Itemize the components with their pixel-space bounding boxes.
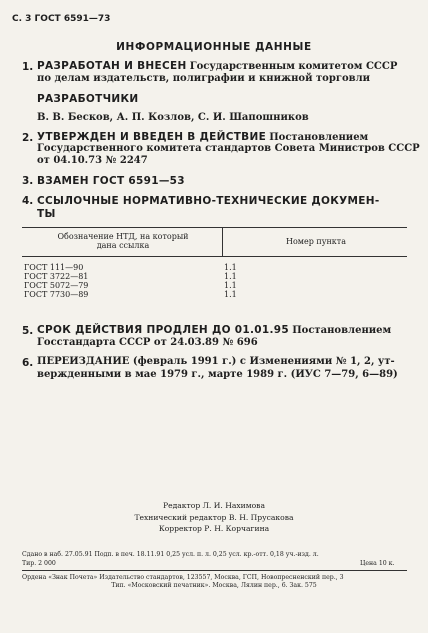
credits-editor: Редактор Л. И. Нахимова [163,501,265,510]
section-1-line2: по делам издательств, полиграфии и книжной торговли [37,73,371,84]
table-header-document-line1: Обозначение НТД, на который [57,232,189,241]
table-cell-document: ГОСТ 111—90 [24,263,84,272]
section-5-lead: СРОК ДЕЙСТВИЯ ПРОДЛЕН ДО 01.01.95 [37,324,290,336]
imprint-divider [22,570,407,571]
table-header-document-line2: дана ссылка [96,241,150,250]
section-4-line2: ТЫ [37,208,56,220]
table-cell-item: 1.1 [224,281,237,290]
page-header: С. 3 ГОСТ 6591—73 [12,14,111,24]
section-5-line1-rest: Постановлением [292,325,392,336]
section-1-subheading: РАЗРАБОТЧИКИ [37,93,139,105]
section-2-line3: от 04.10.73 № 2247 [37,155,148,166]
imprint-line4: Тип. «Московский печатник». Москва, Лялин пер., 6. Зак. 575 [111,582,317,589]
section-2-line1-rest: Постановлением [269,132,369,143]
section-1-number: 1. [22,61,34,73]
table-header-document [30,232,216,250]
section-2-line2: Государственного комитета стандартов Совета Министров СССР [37,143,420,154]
section-3-text: ВЗАМЕН ГОСТ 6591—53 [37,175,185,187]
section-6-number: 6. [22,357,34,369]
section-1-authors: В. В. Бесков, А. П. Козлов, С. И. Шапошников [37,112,309,123]
section-1-lead: РАЗРАБОТАН И ВНЕСЕН [37,60,187,72]
section-2-number: 2. [22,132,34,144]
table-cell-item: 1.1 [224,290,237,299]
section-5-line1 [37,324,391,337]
credits-tech-editor: Технический редактор В. Н. Прусакова [134,512,294,522]
table-header-rule [22,256,407,257]
section-1-line1-rest: Государственным комитетом СССР [189,61,398,72]
section-5-line2: Госстандарта СССР от 24.03.89 № 696 [37,337,258,348]
table-header-item: Номер пункта [286,237,346,246]
imprint-line3: Ордена «Знак Почета» Издательство стандартов, 123557, Москва, ГСП, Новопресненский пер., 3 [22,574,344,581]
section-4-line1: ССЫЛОЧНЫЕ НОРМАТИВНО-ТЕХНИЧЕСКИЕ ДОКУМЕН- [37,195,380,207]
table-cell-document: ГОСТ 5072—79 [24,281,89,290]
table-top-rule [22,227,407,228]
section-5-number: 5. [22,325,34,337]
table-cell-document: ГОСТ 3722—81 [24,272,89,281]
table-cell-item: 1.1 [224,263,237,272]
section-3-number: 3. [22,175,34,187]
imprint-line1: Сдано в наб. 27.05.91 Подп. в печ. 18.11.91 0,25 усл. п. л. 0,25 усл. кр.-отт. 0,18 уч.-изд. л. [22,551,319,558]
section-4-number: 4. [22,195,34,207]
section-2-lead: УТВЕРЖДЕН И ВВЕДЕН В ДЕЙСТВИЕ [37,131,267,143]
page-title: ИНФОРМАЦИОННЫЕ ДАННЫЕ [116,41,312,53]
credits-block [0,500,428,535]
section-6-line1: ПЕРЕИЗДАНИЕ (февраль 1991 г.) с Изменениями № 1, 2, ут- [37,356,395,367]
section-6-line2: вержденными в мае 1979 г., марте 1989 г. (ИУС 7—79, 6—89) [37,369,398,380]
section-1-line1 [37,60,397,73]
table-cell-document: ГОСТ 7730—89 [24,290,89,299]
credits-corrector: Корректор Р. Н. Корчагина [158,524,270,533]
imprint-line2-left: Тир. 2 000 [22,560,56,567]
table-cell-item: 1.1 [224,272,237,281]
table-column-divider [222,227,223,256]
imprint-line2-right: Цена 10 к. [360,560,395,567]
